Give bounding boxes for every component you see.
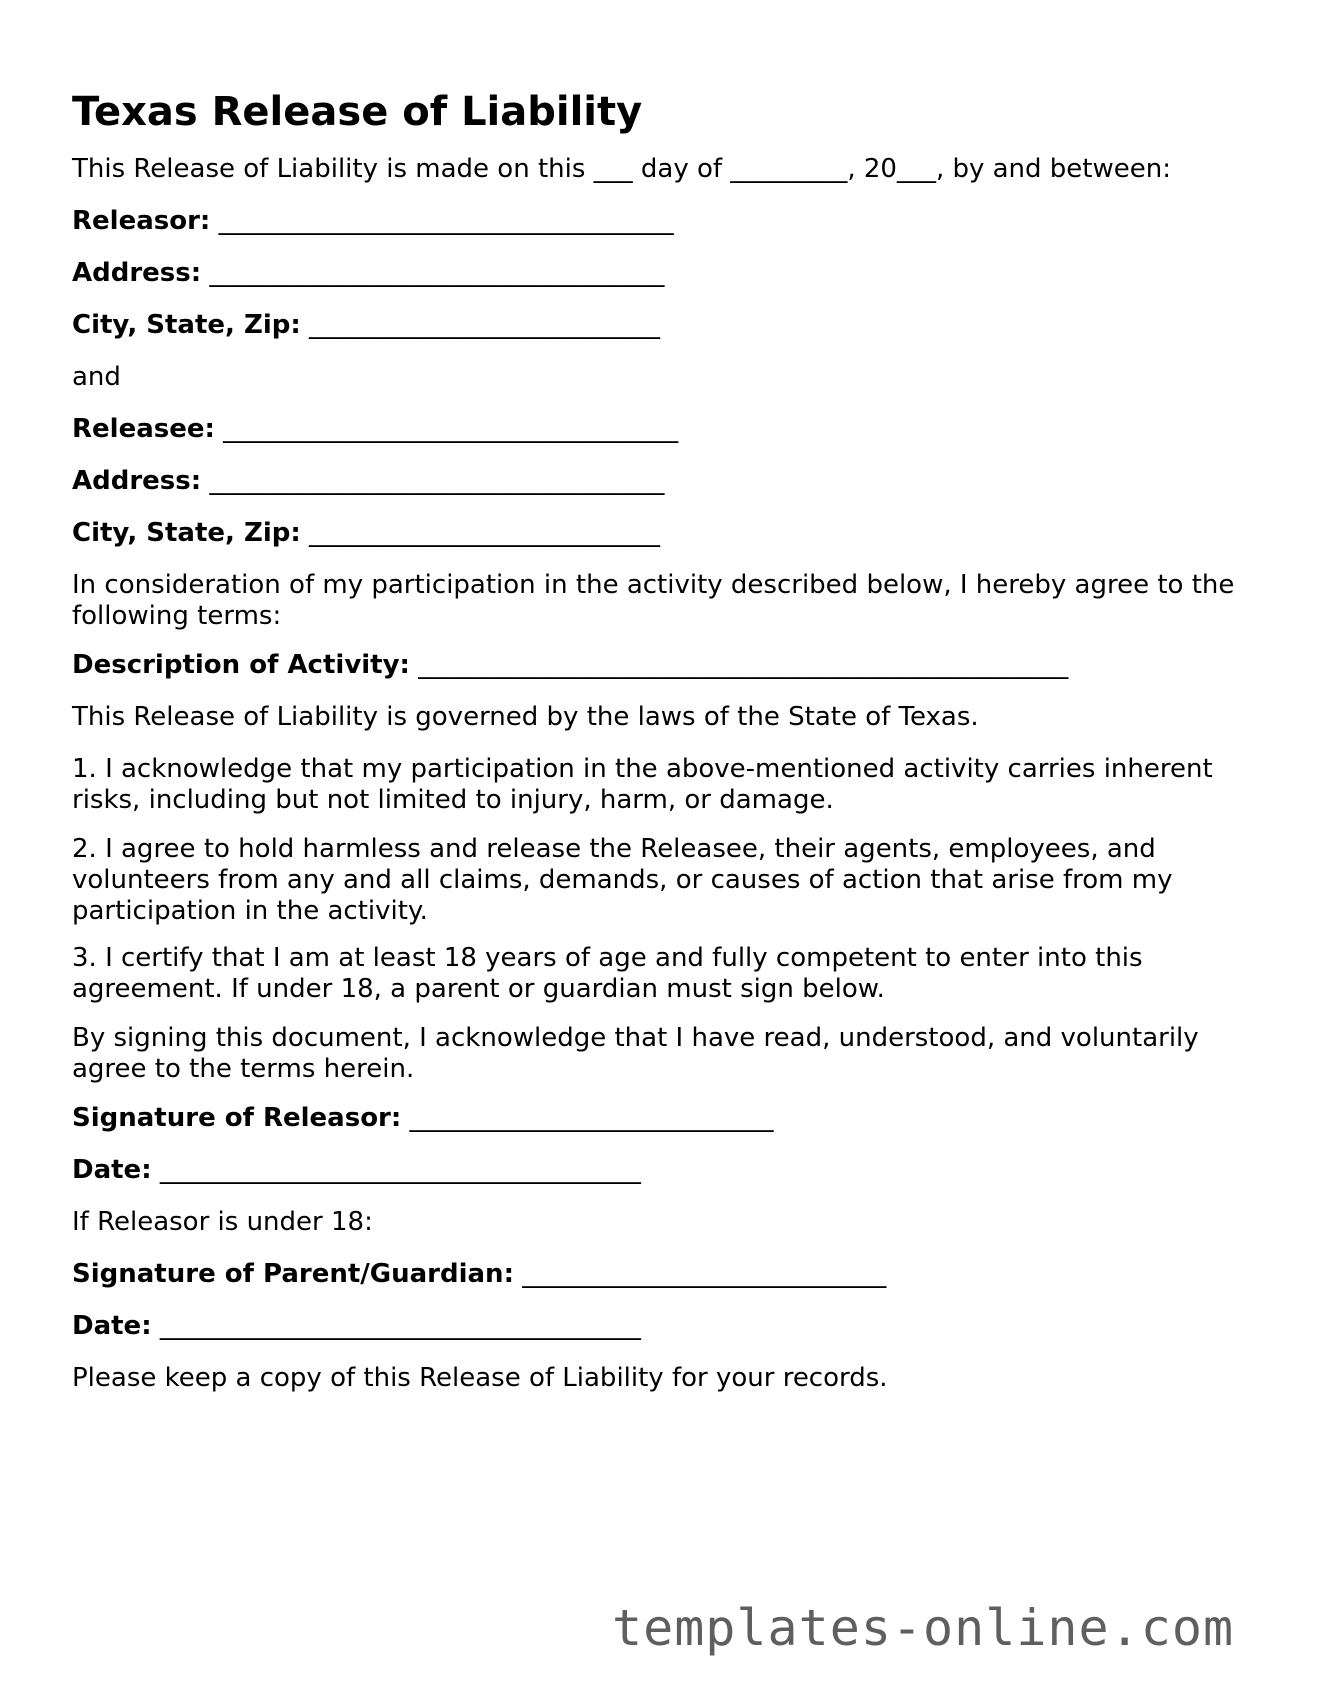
acknowledgement-paragraph: By signing this document, I acknowledge that I have read, understood, and voluntarily agree to the terms herein. (72, 1023, 1199, 1084)
releasor-name-blank[interactable]: ___________________________________ (218, 206, 674, 236)
activity-blank[interactable]: __________________________________________________ (418, 650, 1069, 680)
and-text: and (72, 362, 121, 392)
watermark: templates-online.com (612, 1599, 1235, 1657)
date-row-guardian (72, 1311, 641, 1342)
releasor-signature-label: Signature of Releasor: (72, 1103, 402, 1133)
date-blank[interactable]: _____________________________________ (159, 1155, 641, 1185)
governing-law-line: This Release of Liability is governed by the laws of the State of Texas. (72, 702, 979, 732)
releasee-address-row (72, 466, 664, 497)
date-row-releasor (72, 1155, 641, 1186)
releasee-name-blank[interactable]: ___________________________________ (223, 414, 679, 444)
activity-row (72, 650, 1068, 681)
releasee-city-row (72, 518, 660, 549)
document-title: Texas Release of Liability (72, 89, 643, 135)
releasee-name-row (72, 414, 678, 445)
term-item: 1. I acknowledge that my participation in the above-mentioned activity carries inherent risks, including but not limited to injury, harm, or damage. (72, 754, 1213, 815)
releasor-name-label: Releasor: (72, 206, 211, 236)
releasor-signature-blank[interactable]: ____________________________ (409, 1103, 774, 1133)
closing-line: Please keep a copy of this Release of Liability for your records. (72, 1363, 888, 1393)
guardian-signature-label: Signature of Parent/Guardian: (72, 1259, 514, 1289)
releasor-name-row (72, 206, 674, 237)
term-item: 3. I certify that I am at least 18 years of age and fully competent to enter into this agreement. If under 18, a parent or guardian must sign below. (72, 943, 1143, 1004)
releasor-address-blank[interactable]: ___________________________________ (209, 258, 665, 288)
releasor-address-row (72, 258, 664, 289)
releasor-signature-row (72, 1103, 774, 1134)
activity-label: Description of Activity: (72, 650, 410, 680)
releasor-city-blank[interactable]: ___________________________ (309, 310, 661, 340)
releasor-city-label: City, State, Zip: (72, 310, 301, 340)
guardian-signature-blank[interactable]: ____________________________ (522, 1259, 887, 1289)
intro-line: This Release of Liability is made on this ___ day of _________, 20___, by and between: (72, 154, 1171, 184)
date-blank[interactable]: _____________________________________ (159, 1311, 641, 1341)
releasor-city-row (72, 310, 660, 341)
date-label: Date: (72, 1155, 152, 1185)
minor-note: If Releasor is under 18: (72, 1207, 373, 1237)
releasee-city-label: City, State, Zip: (72, 518, 301, 548)
term-item: 2. I agree to hold harmless and release the Releasee, their agents, employees, and volunteers from any and all claims, demands, or causes of action that arise from my participation in the activity. (72, 834, 1173, 926)
releasee-address-blank[interactable]: ___________________________________ (209, 466, 665, 496)
date-label: Date: (72, 1311, 152, 1341)
releasee-name-label: Releasee: (72, 414, 215, 444)
releasor-address-label: Address: (72, 258, 202, 288)
guardian-signature-row (72, 1259, 886, 1290)
consideration-paragraph: In consideration of my participation in the activity described below, I hereby agree to the following terms: (72, 570, 1235, 631)
releasee-address-label: Address: (72, 466, 202, 496)
releasee-city-blank[interactable]: ___________________________ (309, 518, 661, 548)
